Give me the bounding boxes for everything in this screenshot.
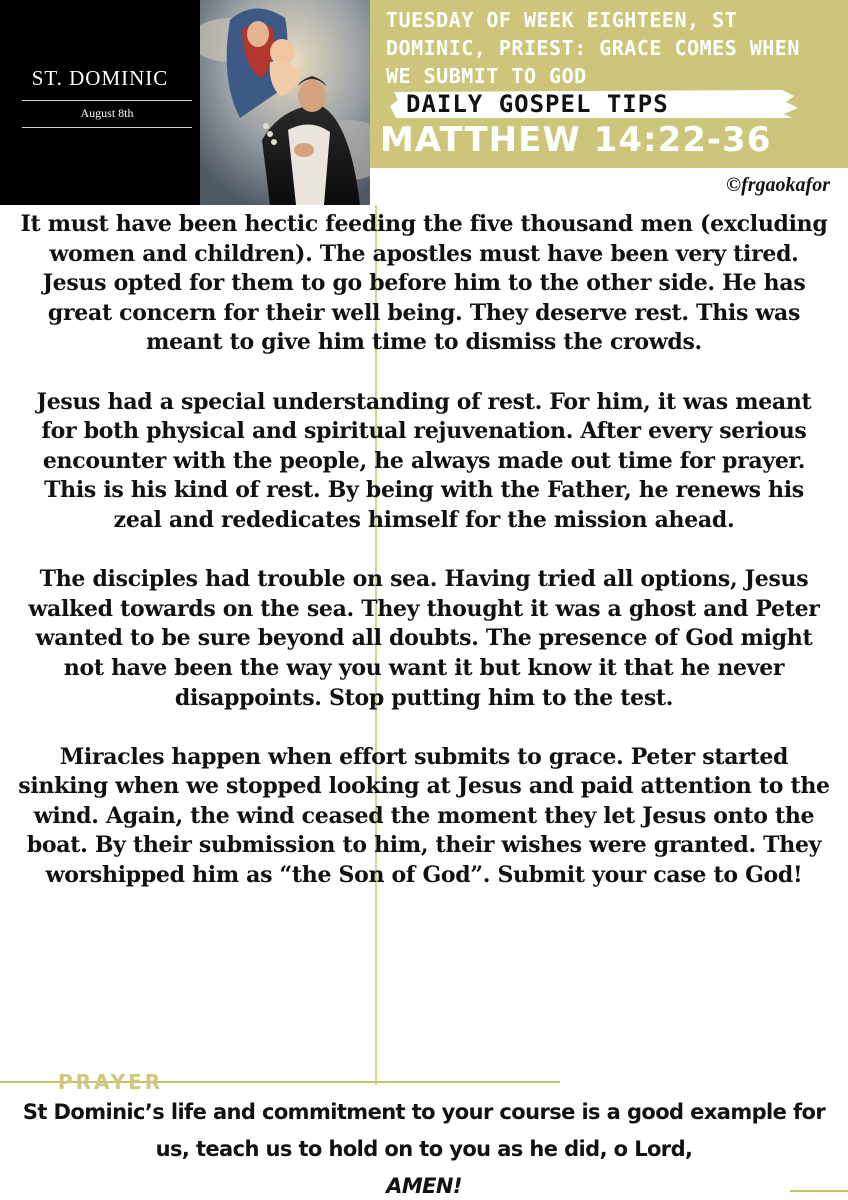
prayer-text bbox=[22, 1094, 826, 1200]
saint-painting bbox=[200, 0, 370, 205]
gospel-reference: MATTHEW 14:22-36 bbox=[380, 120, 772, 160]
header-panel bbox=[370, 0, 848, 168]
divider bbox=[22, 127, 192, 128]
saint-name: ST. DOMINIC bbox=[31, 66, 169, 90]
author-handle: ©frgaokafor bbox=[726, 174, 830, 196]
series-label: DAILY GOSPEL TIPS bbox=[406, 90, 669, 118]
saint-image-banner bbox=[0, 0, 370, 205]
reflection-body bbox=[18, 210, 830, 891]
prayer-amen: AMEN! bbox=[386, 1174, 462, 1198]
reflection-paragraph: Jesus had a special understanding of rest. For him, it was meant for both physical and spiritual rejuvenation. After every serious encounter with the people, he always made out time for prayer. This is his kind of rest. By being with the Father, he renews his zeal and rededicates himself for the mission ahead. bbox=[36, 388, 812, 533]
prayer-body: St Dominic’s life and commitment to your course is a good example for us, teach us to hold on to you as he did, o Lord, bbox=[22, 1100, 826, 1161]
divider bbox=[22, 100, 192, 101]
feast-date: August 8th bbox=[80, 106, 134, 120]
reflection-paragraph: Miracles happen when effort submits to grace. Peter started sinking when we stopped looking at Jesus and paid attention to the wind. Again, the wind ceased the moment they let Jesus onto the boat. By their submission to him, their wishes were granted. They worshipped him as “the Son of God”. Submit your case to God! bbox=[18, 743, 830, 889]
feast-title: TUESDAY OF WEEK EIGHTEEN, ST DOMINIC, PRIEST: GRACE COMES WHEN WE SUBMIT TO GOD bbox=[386, 8, 800, 88]
prayer-heading: PRAYER bbox=[58, 1070, 164, 1094]
reflection-paragraph: The disciples had trouble on sea. Having tried all options, Jesus walked towards on the sea. They thought it was a ghost and Peter wanted to be sure beyond all doubts. The presence of God might not have been the way you want it but know it that he never disappoints. Stop putting him to the test. bbox=[28, 566, 820, 711]
reflection-paragraph: It must have been hectic feeding the five thousand men (excluding women and children). The apostles must have been very tired. Jesus opted for them to go before him to the other side. He has great concern for their well being. They deserve rest. This was meant to give him time to dismiss the crowds. bbox=[20, 211, 828, 356]
